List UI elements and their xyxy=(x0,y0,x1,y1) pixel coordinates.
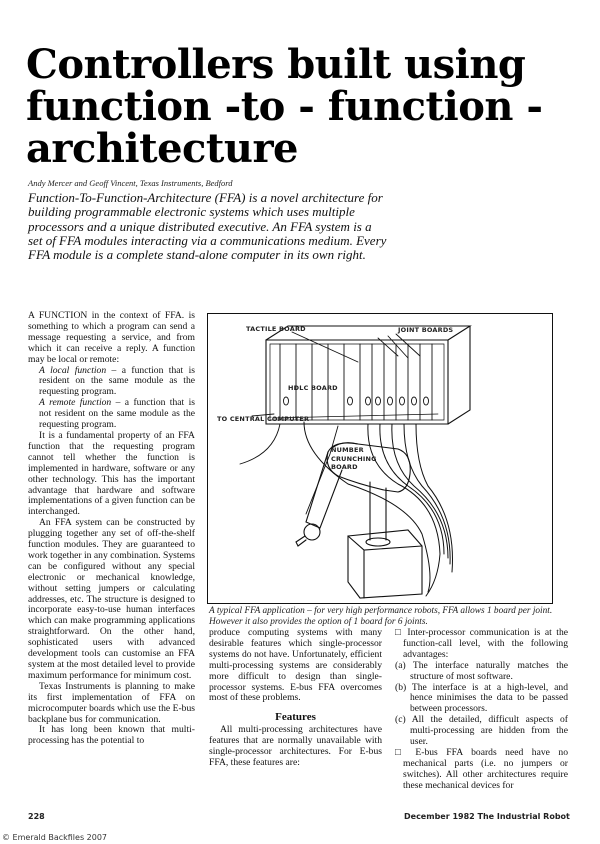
definition-remote xyxy=(28,398,195,431)
authors-line: Andy Mercer and Geoff Vincent, Texas Instruments, Bedford xyxy=(28,178,233,188)
article-title: Controllers built using function -to - function - architecture xyxy=(26,41,543,172)
board-slots xyxy=(280,344,432,420)
label-line: NUMBER xyxy=(331,446,364,454)
abstract: Function-To-Function-Architecture (FFA) is a novel architecture for building programmable electronic systems which uses multiple processors and a unique distributed executive. An FFA system is a set of FFA modules interacting via a communications medium. Every FFA module is a complete stand-alone computer in its own right. xyxy=(28,190,387,263)
gripper xyxy=(304,524,320,540)
board-connectors xyxy=(284,397,429,405)
label-central-computer: TO CENTRAL COMPUTER xyxy=(217,415,310,423)
term: A remote function xyxy=(39,397,112,409)
definition-text: – a function that is not resident on the same module as the requesting program. xyxy=(39,397,195,431)
label-line: CRUNCHING xyxy=(331,454,377,463)
definition-local xyxy=(28,366,195,399)
paragraph: All multi-processing architectures have features that are normally unavailable with single-processor architectures. For E-bus FFA, these features are: xyxy=(209,724,382,768)
list-item-a: (a) The interface naturally matches the structure of most software. xyxy=(395,659,568,682)
label-line: BOARD xyxy=(331,463,358,471)
cage-side xyxy=(448,326,470,424)
card-cage xyxy=(266,326,470,424)
paragraph: A FUNCTION in the context of FFA. is something to which a program can send a message requesting a service, and from which it can receive a reply. A function may be local or remote: xyxy=(28,310,195,365)
body-column-3 xyxy=(395,628,568,792)
body-column-1 xyxy=(28,311,195,747)
paragraph: It has long been known that multi-processing has the potential to xyxy=(28,724,195,747)
base xyxy=(348,530,422,598)
label-tactile-board: TACTILE BOARD xyxy=(246,325,306,333)
cables xyxy=(304,422,453,596)
definition-text: – a function that is resident on the same module as the requesting program. xyxy=(39,364,195,398)
label-joint-boards: JOINT BOARDS xyxy=(398,326,454,334)
cage-front xyxy=(266,340,448,424)
term: A local function xyxy=(39,364,107,376)
section-heading-features: Features xyxy=(275,711,316,724)
paragraph: It is a fundamental property of an FFA function that the requesting program cannot tell whether the function is implemented in hardware, software or any other technology. This has the important advantage that hardware and software implementations of a given function can be interchanged. xyxy=(28,429,195,518)
paragraph: produce computing systems with many desirable features which single-processor systems do not have. Unfortunately, efficient multi-processing systems are considerably more difficult to design than single-processor systems. E-bus FFA overcomes most of these problems. xyxy=(209,627,382,704)
column xyxy=(370,482,386,540)
robot-figure xyxy=(207,313,553,604)
paragraph: An FFA system can be constructed by plugging together any set of off-the-shelf function modules. They are guaranteed to work together in any combination. Systems can be configured without any special electronic or mechanical knowledge, without setting jumpers or calculating addresses, etc. The structure is designed to incorporate easy-to-use human interfaces which can make programming applications straightforward. On the other hand, sophisticated users with advanced development tools can customise an FFA system at the most detailed level to provide maximum performance for minimum cost. xyxy=(28,517,195,681)
bullet-item: □ Inter-processor communication is at the function-call level, with the following advantages: xyxy=(395,627,568,660)
paragraph: Texas Instruments is planning to make its first implementation of FFA on microcomputer boards which use the E-bus backplane bus for communication. xyxy=(28,680,195,725)
label-hdlc-board: HDLC BOARD xyxy=(288,384,338,392)
bullet-item: □ E-bus FFA boards need have no mechanical parts (i.e. no jumpers or switches). All other architectures require these mechanical devices for xyxy=(395,746,568,791)
journal-footer: December 1982 The Industrial Robot xyxy=(404,812,570,821)
list-item-b: (b) The interface is at a high-level, and hence minimises the data to be passed between processors. xyxy=(395,681,568,715)
page-number: 228 xyxy=(28,812,45,821)
robot-diagram xyxy=(208,314,552,603)
body-column-2 xyxy=(209,628,382,769)
copyright-notice: © Emerald Backfiles 2007 xyxy=(2,833,108,842)
label-number-crunching-board xyxy=(331,446,377,472)
figure-caption: A typical FFA application – for very high performance robots, FFA allows 1 board per joint. However it also provides the option of 1 board for 6 joints. xyxy=(209,606,553,627)
list-item-c: (c) All the detailed, difficult aspects of multi-processing are hidden from the user. xyxy=(395,714,568,748)
